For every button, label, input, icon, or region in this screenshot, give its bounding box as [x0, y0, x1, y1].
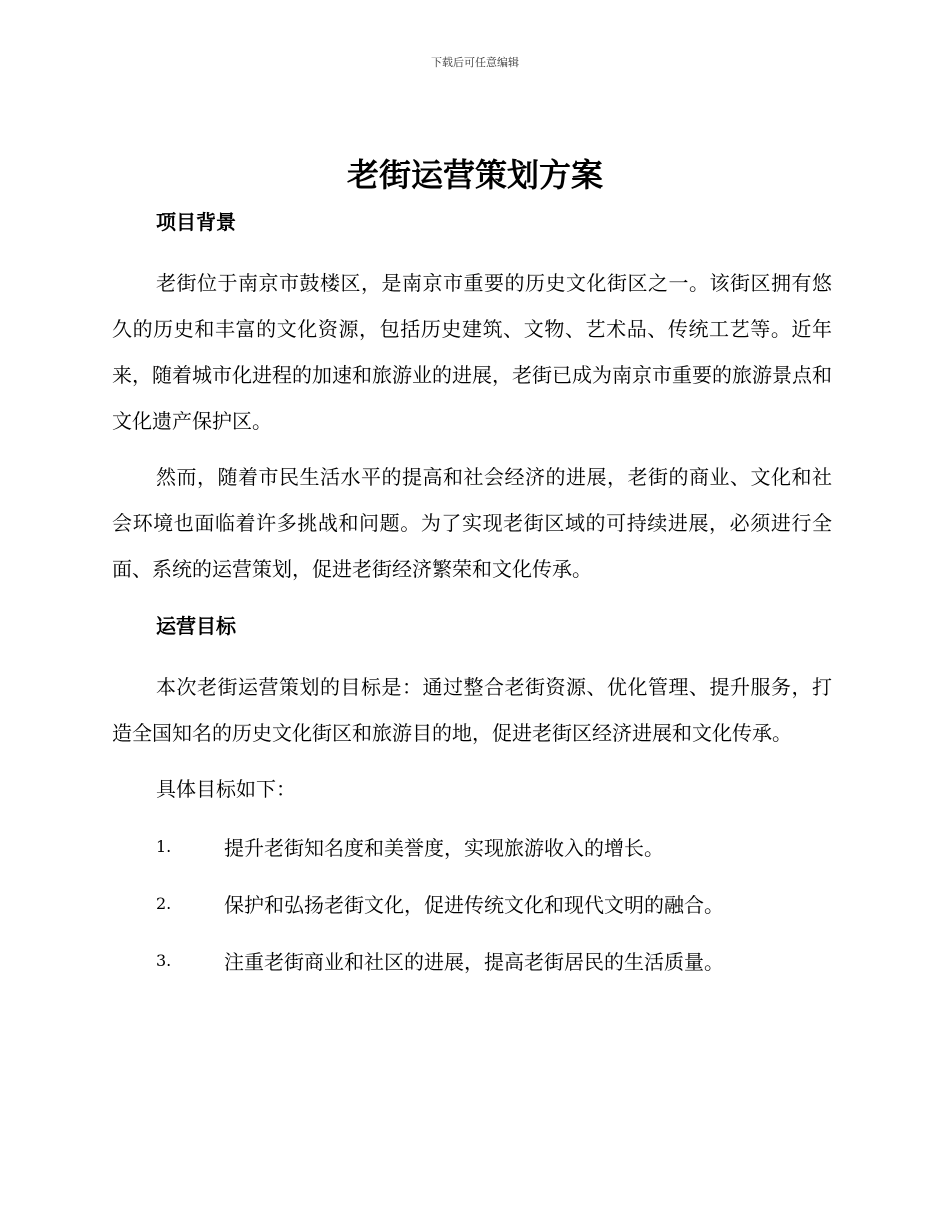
paragraph: 具体目标如下： — [156, 777, 296, 801]
section-heading-goals: 运营目标 — [156, 614, 236, 638]
list-number: 1. — [156, 837, 172, 856]
document-body — [112, 204, 832, 989]
list-number: 2. — [156, 894, 172, 913]
paragraph: 老街位于南京市鼓楼区，是南京市重要的历史文化街区之一。该街区拥有悠久的历史和丰富的文化资源，包括历史建筑、文物、艺术品、传统工艺等。近年来，随着城市化进程的加速和旅游业的进展，老街已成为南京市重要的旅游景点和文化遗产保护区。 — [112, 271, 832, 433]
header-note: 下载后可任意编辑 — [431, 56, 519, 69]
list-item — [112, 875, 832, 932]
paragraph: 然而，随着市民生活水平的提高和社会经济的进展，老街的商业、文化和社会环境也面临着许多挑战和问题。为了实现老街区域的可持续进展，必须进行全面、系统的运营策划，促进老街经济繁荣和文化传承。 — [112, 465, 832, 581]
list-text: 保护和弘扬老街文化，促进传统文化和现代文明的融合。 — [224, 893, 724, 917]
list-text: 注重老街商业和社区的进展，提高老街居民的生活质量。 — [224, 950, 724, 974]
list-number: 3. — [156, 951, 172, 970]
section-heading-background: 项目背景 — [156, 210, 236, 234]
document-title: 老街运营策划方案 — [346, 156, 603, 194]
list-item — [112, 932, 832, 989]
list-item — [112, 818, 832, 875]
paragraph: 本次老街运营策划的目标是：通过整合老街资源、优化管理、提升服务，打造全国知名的历史文化街区和旅游目的地，促进老街区经济进展和文化传承。 — [112, 675, 832, 745]
list-text: 提升老街知名度和美誉度，实现旅游收入的增长。 — [224, 836, 664, 860]
